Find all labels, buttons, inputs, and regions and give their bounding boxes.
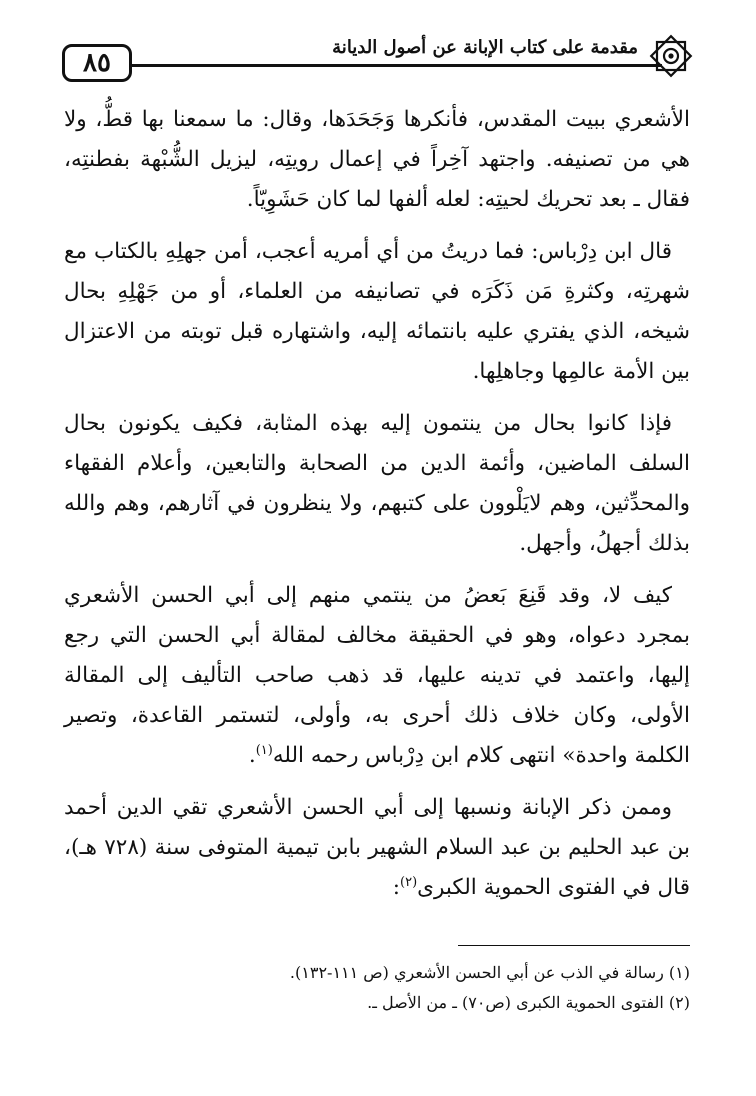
main-text [64,100,690,920]
paragraph-text: كيف لا، وقد قَنِعَ بَعضُ من ينتمي منهم إلى أبي الحسن الأشعري بمجرد دعواه، وهو في الحقيقة مخالف لمقالة أبي الحسن التي رجع إليها، واعتمد في تدينه عليها، قد ذهب صاحب التأليف إلى المقالة الأولى، وكان خلاف ذلك أحرى به، وأولى، لتستمر القاعدة، وتصير الكلمة واحدة» انتهى كلام ابن دِرْباس رحمه الله [64,583,690,768]
footnote-ref-1[interactable]: (١) [255,742,273,758]
page-header [62,30,690,86]
paragraph [64,788,690,908]
footnote-1: (١) رسالة في الذب عن أبي الحسن الأشعري (ص ١١١-١٣٢). [289,963,690,982]
eight-point-star-icon [646,30,696,82]
punctuation: : [392,875,401,900]
paragraph: الأشعري ببيت المقدس، فأنكرها وَجَحَدَها، وقال: ما سمعنا بها قطُّ، ولا هي من تصنيفه. واجتهد آخِراً في إعمال رويتِه، ليزيل الشُّبْهة بفطنتِه، فقال ـ بعد تحريك لحيتِه: لعله ألفها لما كان حَشَوِيّاً. [64,107,690,212]
footnote-2: (٢) الفتوى الحموية الكبرى (ص٧٠) ـ من الأصل ـ. [367,993,690,1012]
header-rule [130,64,662,67]
punctuation: . [248,743,256,768]
footnote-ref-2[interactable]: (٢) [400,874,418,890]
paragraph: فإذا كانوا بحال من ينتمون إليه بهذه المثابة، فكيف يكونون بحال السلف الماضين، وأئمة الدين من الصحابة والتابعين، وأعلام الفقهاء والمحدِّثين، وهم لايَلْوون على كتبهم، ولا ينظرون في آثارهم، وهم والله بذلك أجهلُ، وأجهل. [64,411,690,556]
paragraph: قال ابن دِرْباس: فما دريتُ من أي أمريه أعجب، أمن جهلِهِ بالكتاب مع شهرتِه، وكثرةِ مَن ذَكَرَه في تصانيفه من العلماء، أو من جَهْلِهِ بحال شيخه، الذي يفتري عليه بانتمائه إليه، واشتهاره قبل توبته من الاعتزال بين الأمة عالمِها وجاهلِها. [64,239,690,384]
footnote-divider [458,945,690,946]
paragraph-text: وممن ذكر الإبانة ونسبها إلى أبي الحسن الأشعري تقي الدين أحمد بن عبد الحليم بن عبد السلام الشهير بابن تيمية المتوفى سنة (٧٢٨ هـ)، قال في الفتوى الحموية الكبرى [64,795,690,900]
running-title: مقدمة على كتاب الإبانة عن أصول الديانة [326,36,644,60]
page-number: ٨٥ [62,44,132,82]
paragraph [64,576,690,776]
footnotes [130,958,690,1018]
